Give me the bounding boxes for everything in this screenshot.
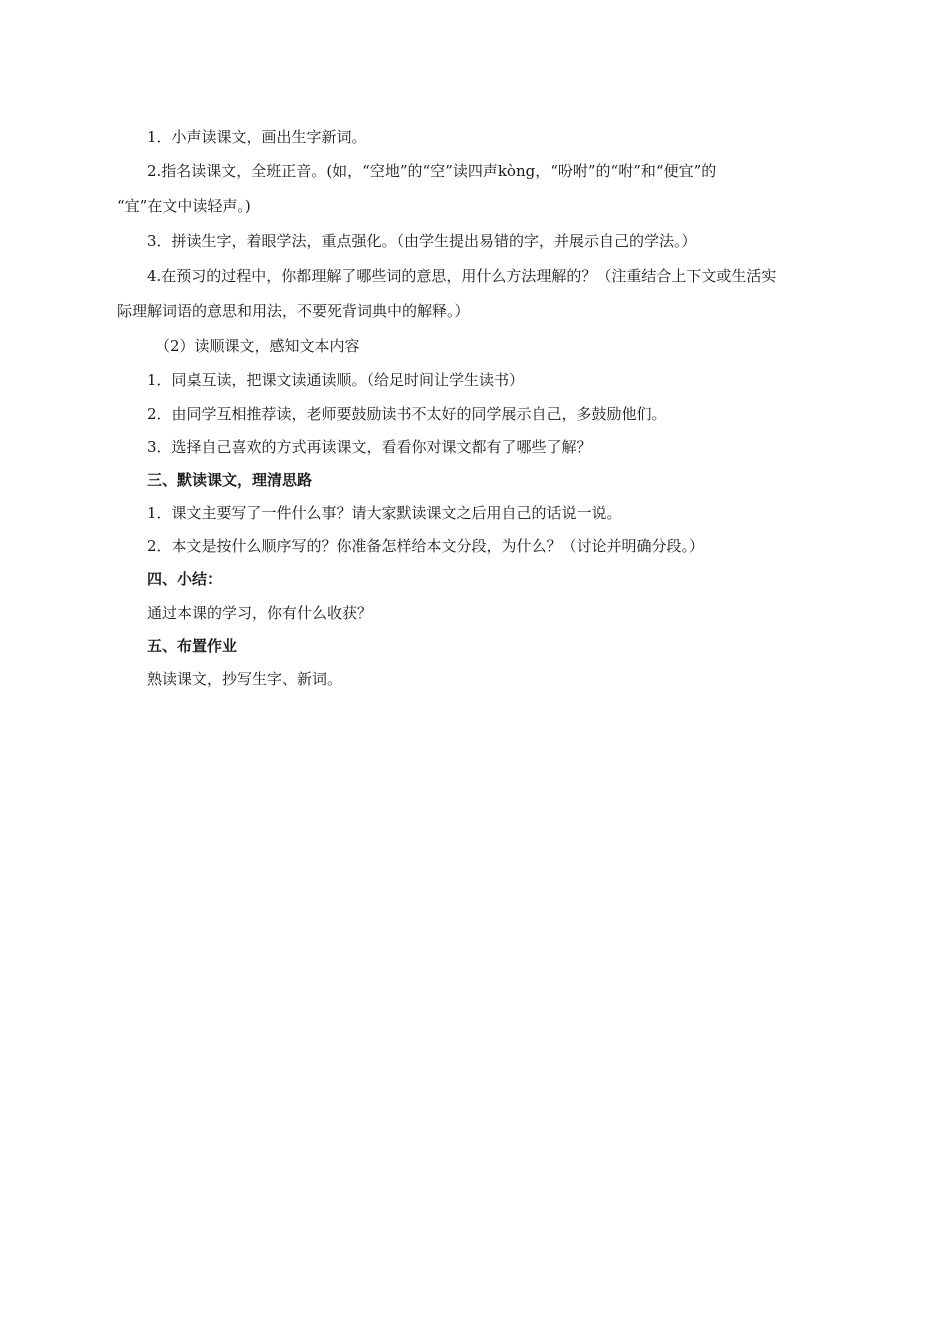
section-five-heading: 五、布置作业 (147, 637, 238, 655)
section-three-heading: 三、默读课文，理清思路 (147, 471, 313, 489)
silent-read-step-2: 2．本文是按什么顺序写的？你准备怎样给本文分段，为什么？（讨论并明确分段。） (147, 537, 705, 555)
step-1-text: 1．小声读课文，画出生字新词。 (147, 128, 367, 146)
read-step-3: 3．选择自己喜欢的方式再读课文，看看你对课文都有了哪些了解？ (147, 438, 592, 456)
read-step-1: 1．同桌互读，把课文读通读顺。（给足时间让学生读书） (147, 371, 525, 389)
section-four-heading: 四、小结： (147, 570, 223, 588)
section-2-heading: （2）读顺课文，感知文本内容 (155, 337, 360, 355)
step-3-text: 3．拼读生字，着眼学法，重点强化。（由学生提出易错的字，并展示自己的学法。） (147, 232, 697, 250)
summary-question: 通过本课的学习，你有什么收获？ (147, 604, 373, 622)
read-step-2: 2．由同学互相推荐读，老师要鼓励读书不太好的同学展示自己，多鼓励他们。 (147, 405, 667, 423)
silent-read-step-1: 1．课文主要写了一件什么事？请大家默读课文之后用自己的话说一说。 (147, 504, 622, 522)
step-2-text: 2.指名读课文，全班正音。(如，“空地”的“空”读四声kòng，“吩咐”的“咐”和“便宜”的 (147, 162, 717, 180)
step-2-continuation: “宜”在文中读轻声。) (117, 197, 251, 215)
step-4-text: 4.在预习的过程中，你都理解了哪些词的意思，用什么方法理解的？（注重结合上下文或生活实 (147, 267, 777, 285)
step-4-continuation: 际理解词语的意思和用法，不要死背词典中的解释。） (117, 302, 470, 320)
homework-text: 熟读课文，抄写生字、新词。 (147, 670, 343, 688)
